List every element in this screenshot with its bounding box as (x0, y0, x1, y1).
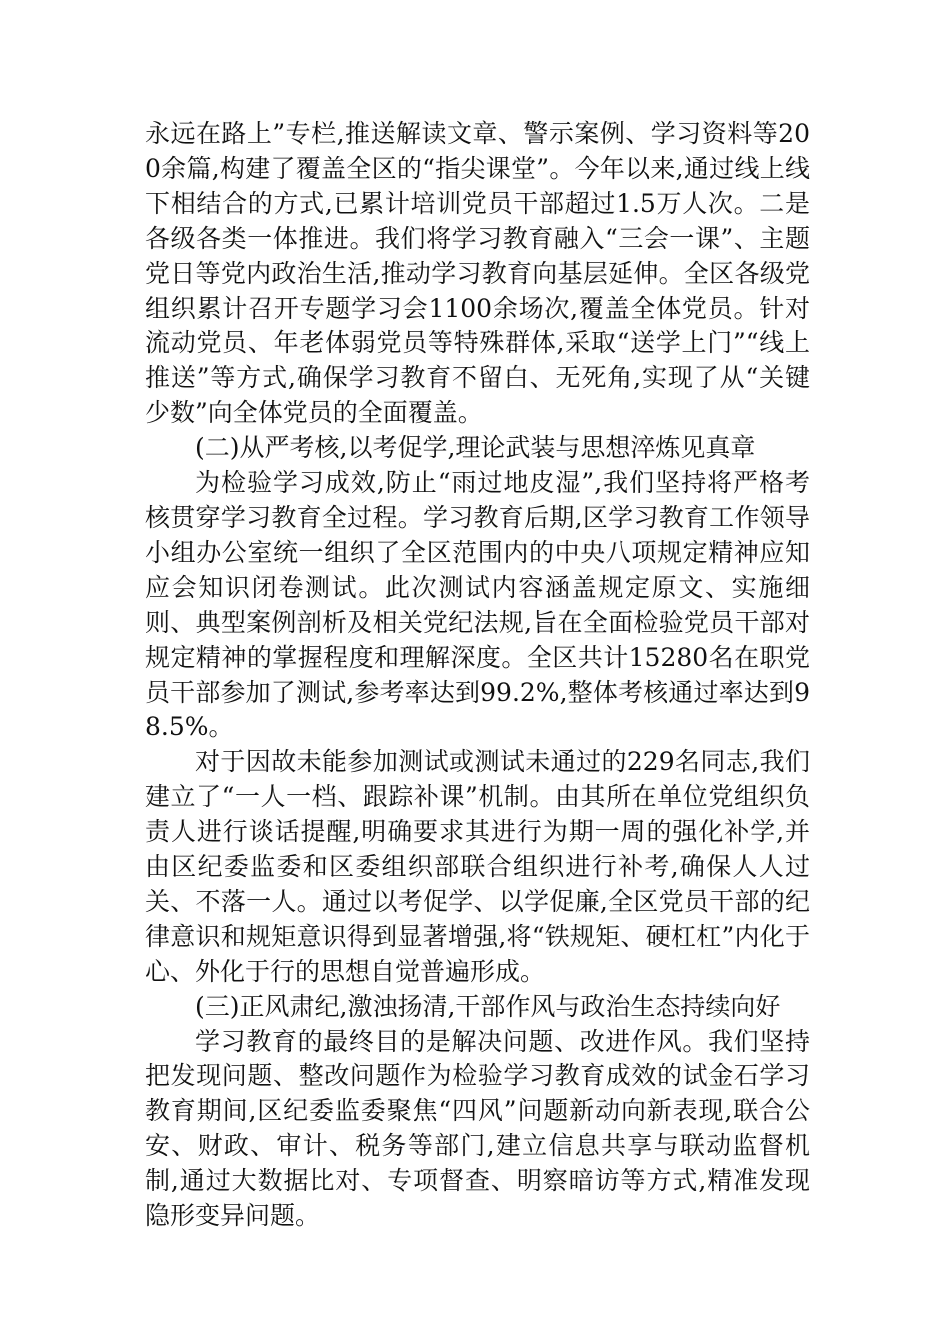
paragraph-makeup-mechanism: 对于因故未能参加测试或测试未通过的229名同志,我们建立了“一人一档、跟踪补课”机制。由其所在单位党组织负责人进行谈话提醒,明确要求其进行为期一周的强化补学,并由区纪委监委和区委组织部联合组织进行补考,确保人人过关、不落一人。通过以考促学、以学促廉,全区党员干部的纪律意识和规矩意识得到显著增强,将“铁规矩、硬杠杠”内化于心、外化于行的思想自觉普遍形成。 (145, 747, 810, 986)
paragraph-online-study-summary: 永远在路上”专栏,推送解读文章、警示案例、学习资料等200余篇,构建了覆盖全区的“指尖课堂”。今年以来,通过线上线下相结合的方式,已累计培训党员干部超过1.5万人次。二是各级各类一体推进。我们将学习教育融入“三会一课”、主题党日等党内政治生活,推动学习教育向基层延伸。全区各级党组织累计召开专题学习会1100余场次,覆盖全体党员。针对流动党员、年老体弱党员等特殊群体,采取“送学上门”“线上推送”等方式,确保学习教育不留白、无死角,实现了从“关键少数”向全体党员的全面覆盖。 (145, 119, 810, 428)
document-body (145, 117, 810, 1234)
paragraph-style-rectification: 学习教育的最终目的是解决问题、改进作风。我们坚持把发现问题、整改问题作为检验学习教育成效的试金石学习教育期间,区纪委监委聚焦“四风”问题新动向新表现,联合公安、财政、审计、税务等部门,建立信息共享与联动监督机制,通过大数据比对、专项督查、明察暗访等方式,精准发现隐形变异问题。 (145, 1026, 810, 1231)
paragraph-exam-assessment: 为检验学习成效,防止“雨过地皮湿”,我们坚持将严格考核贯穿学习教育全过程。学习教育后期,区学习教育工作领导小组办公室统一组织了全区范围内的中央八项规定精神应知应会知识闭卷测试。此次测试内容涵盖规定原文、实施细则、典型案例剖析及相关党纪法规,旨在全面检验党员干部对规定精神的掌握程度和理解深度。全区共计15280名在职党员干部参加了测试,参考率达到99.2%,整体考核通过率达到98.5%。 (145, 468, 810, 742)
section-heading-3: (三)正风肃纪,激浊扬清,干部作风与政治生态持续向好 (195, 991, 781, 1021)
section-heading-2: (二)从严考核,以考促学,理论武装与思想淬炼见真章 (195, 433, 756, 463)
